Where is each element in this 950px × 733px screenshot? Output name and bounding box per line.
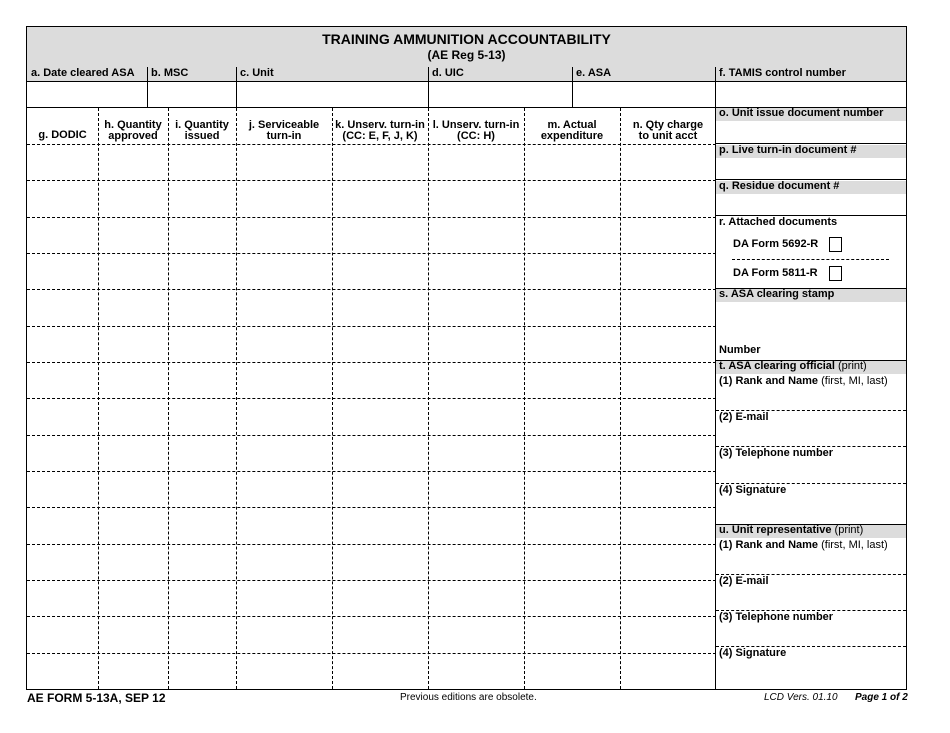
unit-rep-rank-name-label: (1) Rank and Name (first, MI, last) [719, 539, 888, 551]
column-header-actual-expenditure: m. Actual expenditure [540, 119, 604, 142]
asa-official-signature-label: (4) Signature [719, 484, 787, 496]
msc-label: b. MSC [151, 67, 189, 79]
page-number: Page 1 of 2 [855, 692, 908, 703]
column-header-serviceable-turn-in: j. Serviceable turn-in [248, 119, 320, 142]
column-header-quantity-approved: h. Quantity approved [104, 119, 162, 142]
tamis-label: f. TAMIS control number [719, 67, 846, 79]
asa-official-label: t. ASA clearing official (print) [719, 360, 867, 372]
form-title: TRAINING AMMUNITION ACCOUNTABILITY [322, 31, 611, 47]
da-form-5811-label: DA Form 5811-R [733, 267, 818, 279]
column-header-quantity-issued: i. Quantity issued [175, 119, 229, 142]
form-subtitle: (AE Reg 5-13) [427, 48, 506, 62]
asa-official-rank-name-label: (1) Rank and Name (first, MI, last) [719, 375, 888, 387]
asa-official-phone-label: (3) Telephone number [719, 447, 834, 459]
form-number: AE FORM 5-13A, SEP 12 [27, 691, 166, 705]
unit-label: c. Unit [240, 67, 274, 79]
column-header-qty-charge: n. Qty charge to unit acct [632, 119, 704, 142]
unit-rep-label: u. Unit representative (print) [719, 524, 864, 536]
asa-official-email-label: (2) E-mail [719, 411, 769, 423]
version-text: LCD Vers. 01.10 [764, 692, 838, 703]
asa-label: e. ASA [576, 67, 612, 79]
asa-clearing-stamp-label: s. ASA clearing stamp [719, 288, 835, 300]
residue-doc-label: q. Residue document # [719, 180, 840, 192]
unit-rep-signature-label: (4) Signature [719, 647, 787, 659]
da-form-5692-label: DA Form 5692-R [733, 238, 819, 250]
column-header-dodic: g. DODIC [38, 129, 87, 141]
unit-rep-phone-label: (3) Telephone number [719, 611, 834, 623]
column-header-unserv-turn-in-efjk: k. Unserv. turn-in (CC: E, F, J, K) [335, 119, 425, 142]
unit-issue-doc-label: o. Unit issue document number [719, 107, 884, 119]
attached-documents-label: r. Attached documents [719, 216, 838, 228]
live-turn-in-doc-label: p. Live turn-in document # [719, 144, 857, 156]
obsolete-notice: Previous editions are obsolete. [400, 692, 537, 703]
column-header-unserv-turn-in-h: l. Unserv. turn-in (CC: H) [432, 119, 520, 142]
stamp-number-label: Number [719, 344, 761, 356]
form-frame [26, 26, 907, 690]
unit-rep-email-label: (2) E-mail [719, 575, 769, 587]
uic-label: d. UIC [432, 67, 464, 79]
date-cleared-asa-label: a. Date cleared ASA [31, 67, 135, 79]
